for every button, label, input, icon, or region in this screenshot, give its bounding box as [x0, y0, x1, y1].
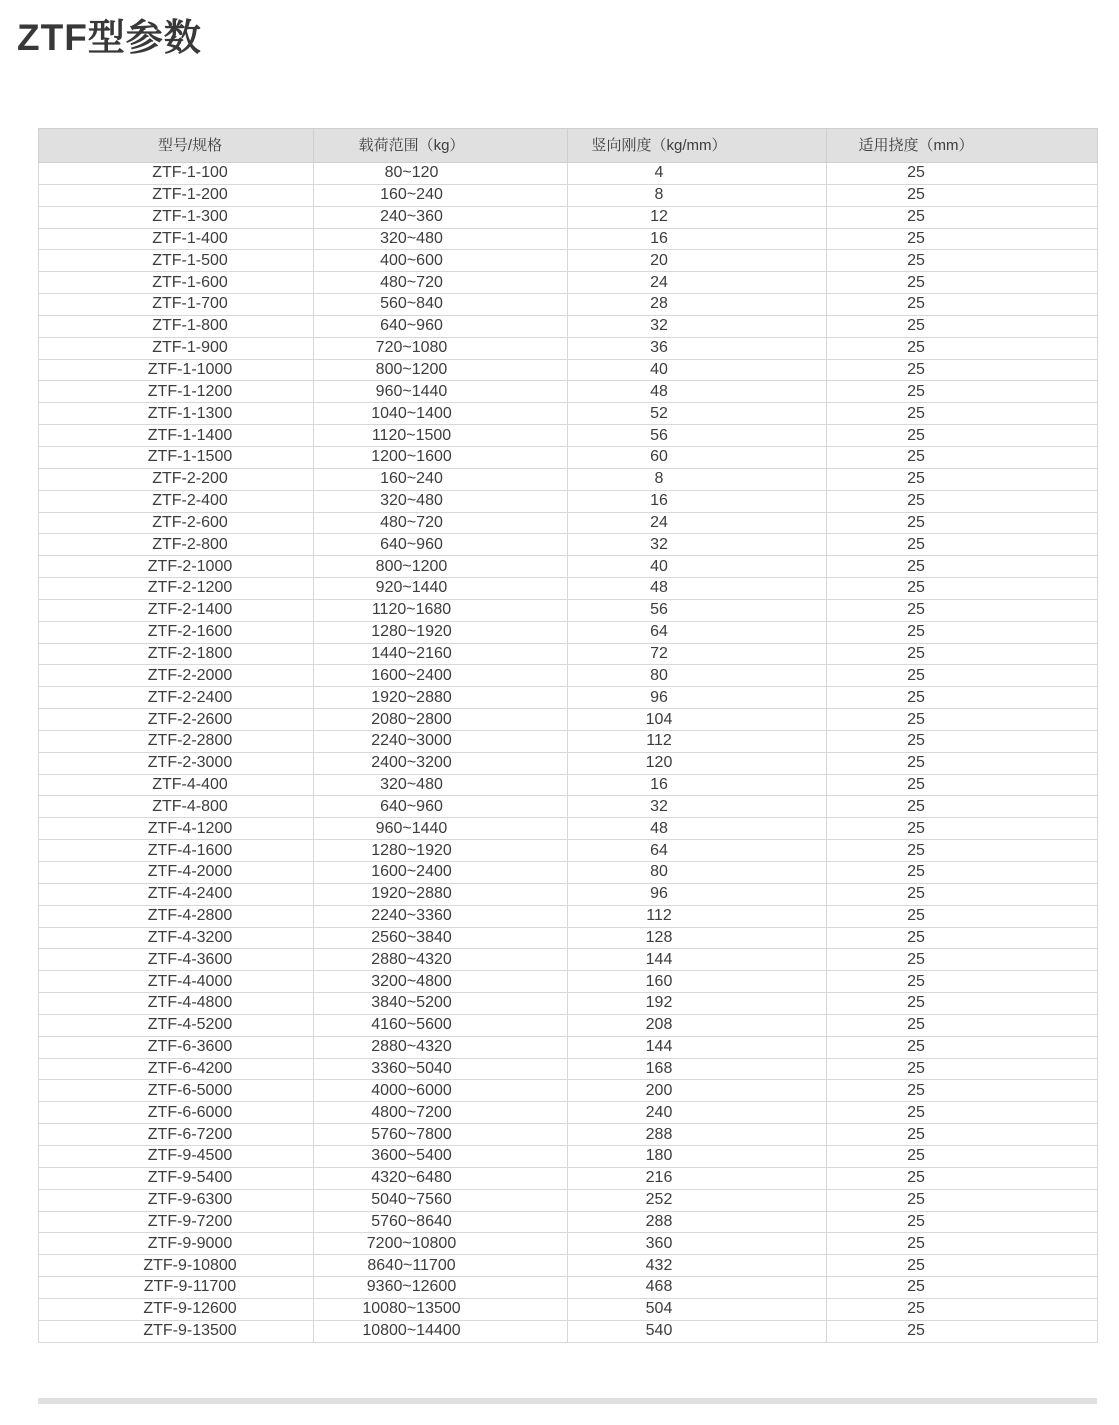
load-range-cell: 800~1200	[314, 556, 568, 578]
table-row	[39, 534, 1098, 556]
stiffness-cell: 432	[568, 1255, 827, 1277]
load-range-cell: 3200~4800	[314, 971, 568, 993]
model-cell: ZTF-4-4000	[39, 971, 314, 993]
model-cell: ZTF-9-5400	[39, 1167, 314, 1189]
load-range-cell: 320~480	[314, 490, 568, 512]
table-row	[39, 862, 1098, 884]
table-row	[39, 730, 1098, 752]
table-row	[39, 643, 1098, 665]
deflection-cell: 25	[827, 949, 1098, 971]
table-row	[39, 446, 1098, 468]
deflection-cell: 25	[827, 730, 1098, 752]
deflection-cell: 25	[827, 993, 1098, 1015]
model-cell: ZTF-2-2400	[39, 687, 314, 709]
deflection-cell: 25	[827, 709, 1098, 731]
deflection-cell: 25	[827, 1080, 1098, 1102]
load-range-cell: 240~360	[314, 206, 568, 228]
table-row	[39, 774, 1098, 796]
load-range-cell: 7200~10800	[314, 1233, 568, 1255]
model-cell: ZTF-2-400	[39, 490, 314, 512]
deflection-cell: 25	[827, 1255, 1098, 1277]
model-cell: ZTF-4-800	[39, 796, 314, 818]
deflection-cell: 25	[827, 250, 1098, 272]
stiffness-cell: 468	[568, 1277, 827, 1299]
model-cell: ZTF-2-1000	[39, 556, 314, 578]
load-range-cell: 2880~4320	[314, 1036, 568, 1058]
model-cell: ZTF-2-1400	[39, 599, 314, 621]
stiffness-cell: 192	[568, 993, 827, 1015]
deflection-cell: 25	[827, 818, 1098, 840]
model-cell: ZTF-2-1600	[39, 621, 314, 643]
load-range-cell: 480~720	[314, 512, 568, 534]
stiffness-cell: 208	[568, 1014, 827, 1036]
model-cell: ZTF-4-4800	[39, 993, 314, 1015]
table-row	[39, 468, 1098, 490]
load-range-cell: 2880~4320	[314, 949, 568, 971]
stiffness-cell: 56	[568, 425, 827, 447]
load-range-cell: 640~960	[314, 534, 568, 556]
ztf-parameters-table	[38, 128, 1098, 1343]
table-row	[39, 337, 1098, 359]
table-row	[39, 971, 1098, 993]
deflection-cell: 25	[827, 228, 1098, 250]
load-range-cell: 1600~2400	[314, 665, 568, 687]
deflection-cell: 25	[827, 272, 1098, 294]
deflection-cell: 25	[827, 599, 1098, 621]
deflection-cell: 25	[827, 1145, 1098, 1167]
load-range-cell: 4000~6000	[314, 1080, 568, 1102]
deflection-cell: 25	[827, 184, 1098, 206]
deflection-cell: 25	[827, 1233, 1098, 1255]
model-cell: ZTF-9-6300	[39, 1189, 314, 1211]
model-cell: ZTF-1-400	[39, 228, 314, 250]
model-cell: ZTF-2-1200	[39, 578, 314, 600]
deflection-cell: 25	[827, 578, 1098, 600]
model-cell: ZTF-2-200	[39, 468, 314, 490]
load-range-cell: 9360~12600	[314, 1277, 568, 1299]
deflection-cell: 25	[827, 1102, 1098, 1124]
stiffness-cell: 8	[568, 184, 827, 206]
deflection-cell: 25	[827, 337, 1098, 359]
deflection-cell: 25	[827, 512, 1098, 534]
load-range-cell: 400~600	[314, 250, 568, 272]
table-row	[39, 1167, 1098, 1189]
deflection-cell: 25	[827, 621, 1098, 643]
model-cell: ZTF-1-200	[39, 184, 314, 206]
stiffness-cell: 28	[568, 294, 827, 316]
load-range-cell: 640~960	[314, 796, 568, 818]
model-cell: ZTF-1-300	[39, 206, 314, 228]
model-cell: ZTF-1-1300	[39, 403, 314, 425]
table-row	[39, 512, 1098, 534]
deflection-cell: 25	[827, 883, 1098, 905]
model-cell: ZTF-2-800	[39, 534, 314, 556]
stiffness-cell: 32	[568, 534, 827, 556]
deflection-cell: 25	[827, 294, 1098, 316]
stiffness-cell: 104	[568, 709, 827, 731]
stiffness-cell: 80	[568, 862, 827, 884]
stiffness-cell: 144	[568, 949, 827, 971]
table-row	[39, 1233, 1098, 1255]
stiffness-cell: 96	[568, 883, 827, 905]
model-cell: ZTF-1-1500	[39, 446, 314, 468]
stiffness-cell: 240	[568, 1102, 827, 1124]
stiffness-cell: 120	[568, 752, 827, 774]
stiffness-cell: 36	[568, 337, 827, 359]
model-cell: ZTF-2-600	[39, 512, 314, 534]
deflection-cell: 25	[827, 840, 1098, 862]
table-row	[39, 1014, 1098, 1036]
stiffness-cell: 144	[568, 1036, 827, 1058]
load-range-cell: 3600~5400	[314, 1145, 568, 1167]
deflection-cell: 25	[827, 359, 1098, 381]
load-range-cell: 920~1440	[314, 578, 568, 600]
deflection-cell: 25	[827, 534, 1098, 556]
stiffness-cell: 16	[568, 774, 827, 796]
model-cell: ZTF-4-1200	[39, 818, 314, 840]
model-cell: ZTF-2-2800	[39, 730, 314, 752]
stiffness-cell: 72	[568, 643, 827, 665]
stiffness-cell: 48	[568, 578, 827, 600]
deflection-cell: 25	[827, 1211, 1098, 1233]
column-header-1: 型号/规格	[39, 129, 314, 163]
load-range-cell: 4320~6480	[314, 1167, 568, 1189]
table-row	[39, 752, 1098, 774]
model-cell: ZTF-1-100	[39, 163, 314, 185]
deflection-cell: 25	[827, 665, 1098, 687]
model-cell: ZTF-6-4200	[39, 1058, 314, 1080]
table-row	[39, 315, 1098, 337]
deflection-cell: 25	[827, 315, 1098, 337]
load-range-cell: 3840~5200	[314, 993, 568, 1015]
model-cell: ZTF-9-4500	[39, 1145, 314, 1167]
stiffness-cell: 252	[568, 1189, 827, 1211]
stiffness-cell: 168	[568, 1058, 827, 1080]
load-range-cell: 1120~1680	[314, 599, 568, 621]
load-range-cell: 480~720	[314, 272, 568, 294]
model-cell: ZTF-6-3600	[39, 1036, 314, 1058]
deflection-cell: 25	[827, 752, 1098, 774]
stiffness-cell: 48	[568, 381, 827, 403]
model-cell: ZTF-4-3200	[39, 927, 314, 949]
deflection-cell: 25	[827, 1298, 1098, 1320]
stiffness-cell: 24	[568, 512, 827, 534]
deflection-cell: 25	[827, 862, 1098, 884]
stiffness-cell: 180	[568, 1145, 827, 1167]
stiffness-cell: 60	[568, 446, 827, 468]
table-row	[39, 381, 1098, 403]
model-cell: ZTF-1-900	[39, 337, 314, 359]
load-range-cell: 1040~1400	[314, 403, 568, 425]
stiffness-cell: 128	[568, 927, 827, 949]
model-cell: ZTF-4-2000	[39, 862, 314, 884]
column-header-4: 适用挠度（mm）	[827, 129, 1098, 163]
table-row	[39, 578, 1098, 600]
table-row	[39, 1124, 1098, 1146]
stiffness-cell: 24	[568, 272, 827, 294]
load-range-cell: 1440~2160	[314, 643, 568, 665]
model-cell: ZTF-4-1600	[39, 840, 314, 862]
load-range-cell: 80~120	[314, 163, 568, 185]
table-header-row	[39, 129, 1098, 163]
stiffness-cell: 504	[568, 1298, 827, 1320]
stiffness-cell: 64	[568, 840, 827, 862]
load-range-cell: 160~240	[314, 468, 568, 490]
deflection-cell: 25	[827, 1189, 1098, 1211]
deflection-cell: 25	[827, 1014, 1098, 1036]
model-cell: ZTF-9-11700	[39, 1277, 314, 1299]
model-cell: ZTF-1-600	[39, 272, 314, 294]
deflection-cell: 25	[827, 163, 1098, 185]
table-row	[39, 228, 1098, 250]
table-row	[39, 883, 1098, 905]
deflection-cell: 25	[827, 556, 1098, 578]
stiffness-cell: 16	[568, 228, 827, 250]
table-row	[39, 905, 1098, 927]
load-range-cell: 2240~3360	[314, 905, 568, 927]
deflection-cell: 25	[827, 425, 1098, 447]
table-row	[39, 1189, 1098, 1211]
stiffness-cell: 112	[568, 905, 827, 927]
stiffness-cell: 288	[568, 1211, 827, 1233]
table-row	[39, 687, 1098, 709]
stiffness-cell: 8	[568, 468, 827, 490]
load-range-cell: 4800~7200	[314, 1102, 568, 1124]
model-cell: ZTF-9-7200	[39, 1211, 314, 1233]
load-range-cell: 5040~7560	[314, 1189, 568, 1211]
stiffness-cell: 200	[568, 1080, 827, 1102]
stiffness-cell: 20	[568, 250, 827, 272]
model-cell: ZTF-2-3000	[39, 752, 314, 774]
load-range-cell: 5760~8640	[314, 1211, 568, 1233]
load-range-cell: 960~1440	[314, 381, 568, 403]
load-range-cell: 2240~3000	[314, 730, 568, 752]
stiffness-cell: 288	[568, 1124, 827, 1146]
model-cell: ZTF-1-1000	[39, 359, 314, 381]
table-row	[39, 840, 1098, 862]
load-range-cell: 320~480	[314, 228, 568, 250]
column-header-2: 载荷范围（kg）	[314, 129, 568, 163]
deflection-cell: 25	[827, 1058, 1098, 1080]
stiffness-cell: 32	[568, 315, 827, 337]
table-row	[39, 1058, 1098, 1080]
table-row	[39, 403, 1098, 425]
model-cell: ZTF-1-1200	[39, 381, 314, 403]
load-range-cell: 8640~11700	[314, 1255, 568, 1277]
load-range-cell: 10800~14400	[314, 1320, 568, 1342]
table-row	[39, 294, 1098, 316]
model-cell: ZTF-6-6000	[39, 1102, 314, 1124]
load-range-cell: 960~1440	[314, 818, 568, 840]
table-row	[39, 796, 1098, 818]
table-row	[39, 490, 1098, 512]
deflection-cell: 25	[827, 1277, 1098, 1299]
model-cell: ZTF-1-800	[39, 315, 314, 337]
model-cell: ZTF-2-1800	[39, 643, 314, 665]
load-range-cell: 800~1200	[314, 359, 568, 381]
load-range-cell: 2080~2800	[314, 709, 568, 731]
table-row	[39, 599, 1098, 621]
deflection-cell: 25	[827, 796, 1098, 818]
load-range-cell: 4160~5600	[314, 1014, 568, 1036]
load-range-cell: 1200~1600	[314, 446, 568, 468]
table-row	[39, 1277, 1098, 1299]
table-row	[39, 1145, 1098, 1167]
deflection-cell: 25	[827, 490, 1098, 512]
load-range-cell: 2560~3840	[314, 927, 568, 949]
load-range-cell: 3360~5040	[314, 1058, 568, 1080]
table-row	[39, 184, 1098, 206]
stiffness-cell: 4	[568, 163, 827, 185]
table-row	[39, 359, 1098, 381]
table-row	[39, 206, 1098, 228]
stiffness-cell: 112	[568, 730, 827, 752]
model-cell: ZTF-1-1400	[39, 425, 314, 447]
stiffness-cell: 32	[568, 796, 827, 818]
deflection-cell: 25	[827, 687, 1098, 709]
model-cell: ZTF-2-2000	[39, 665, 314, 687]
load-range-cell: 160~240	[314, 184, 568, 206]
model-cell: ZTF-4-3600	[39, 949, 314, 971]
table-row	[39, 949, 1098, 971]
deflection-cell: 25	[827, 971, 1098, 993]
model-cell: ZTF-4-400	[39, 774, 314, 796]
stiffness-cell: 48	[568, 818, 827, 840]
model-cell: ZTF-6-5000	[39, 1080, 314, 1102]
stiffness-cell: 56	[568, 599, 827, 621]
load-range-cell: 5760~7800	[314, 1124, 568, 1146]
deflection-cell: 25	[827, 643, 1098, 665]
table-row	[39, 1255, 1098, 1277]
table-row	[39, 1036, 1098, 1058]
table-row	[39, 1298, 1098, 1320]
model-cell: ZTF-1-700	[39, 294, 314, 316]
stiffness-cell: 360	[568, 1233, 827, 1255]
table-row	[39, 556, 1098, 578]
deflection-cell: 25	[827, 774, 1098, 796]
table-row	[39, 665, 1098, 687]
table-row	[39, 250, 1098, 272]
load-range-cell: 720~1080	[314, 337, 568, 359]
model-cell: ZTF-9-9000	[39, 1233, 314, 1255]
table-row	[39, 709, 1098, 731]
table-row	[39, 272, 1098, 294]
load-range-cell: 1280~1920	[314, 621, 568, 643]
stiffness-cell: 52	[568, 403, 827, 425]
table-row	[39, 163, 1098, 185]
table-row	[39, 927, 1098, 949]
load-range-cell: 10080~13500	[314, 1298, 568, 1320]
stiffness-cell: 64	[568, 621, 827, 643]
deflection-cell: 25	[827, 468, 1098, 490]
stiffness-cell: 160	[568, 971, 827, 993]
model-cell: ZTF-9-13500	[39, 1320, 314, 1342]
deflection-cell: 25	[827, 927, 1098, 949]
model-cell: ZTF-9-10800	[39, 1255, 314, 1277]
table-row	[39, 1211, 1098, 1233]
deflection-cell: 25	[827, 905, 1098, 927]
load-range-cell: 640~960	[314, 315, 568, 337]
load-range-cell: 320~480	[314, 774, 568, 796]
stiffness-cell: 216	[568, 1167, 827, 1189]
deflection-cell: 25	[827, 381, 1098, 403]
table-bottom-strip	[38, 1398, 1097, 1404]
model-cell: ZTF-4-5200	[39, 1014, 314, 1036]
deflection-cell: 25	[827, 446, 1098, 468]
table-row	[39, 1080, 1098, 1102]
model-cell: ZTF-4-2400	[39, 883, 314, 905]
model-cell: ZTF-1-500	[39, 250, 314, 272]
load-range-cell: 2400~3200	[314, 752, 568, 774]
table-row	[39, 425, 1098, 447]
load-range-cell: 1600~2400	[314, 862, 568, 884]
model-cell: ZTF-4-2800	[39, 905, 314, 927]
load-range-cell: 1280~1920	[314, 840, 568, 862]
stiffness-cell: 12	[568, 206, 827, 228]
load-range-cell: 1920~2880	[314, 687, 568, 709]
deflection-cell: 25	[827, 1124, 1098, 1146]
table-row	[39, 818, 1098, 840]
table-row	[39, 1320, 1098, 1342]
load-range-cell: 560~840	[314, 294, 568, 316]
model-cell: ZTF-2-2600	[39, 709, 314, 731]
deflection-cell: 25	[827, 1320, 1098, 1342]
table-row	[39, 1102, 1098, 1124]
table-row	[39, 993, 1098, 1015]
page-title: ZTF型参数	[17, 17, 202, 58]
stiffness-cell: 80	[568, 665, 827, 687]
table-row	[39, 621, 1098, 643]
load-range-cell: 1920~2880	[314, 883, 568, 905]
stiffness-cell: 96	[568, 687, 827, 709]
model-cell: ZTF-9-12600	[39, 1298, 314, 1320]
stiffness-cell: 40	[568, 359, 827, 381]
stiffness-cell: 540	[568, 1320, 827, 1342]
deflection-cell: 25	[827, 206, 1098, 228]
column-header-3: 竖向刚度（kg/mm）	[568, 129, 827, 163]
deflection-cell: 25	[827, 1036, 1098, 1058]
stiffness-cell: 40	[568, 556, 827, 578]
stiffness-cell: 16	[568, 490, 827, 512]
deflection-cell: 25	[827, 1167, 1098, 1189]
load-range-cell: 1120~1500	[314, 425, 568, 447]
deflection-cell: 25	[827, 403, 1098, 425]
model-cell: ZTF-6-7200	[39, 1124, 314, 1146]
